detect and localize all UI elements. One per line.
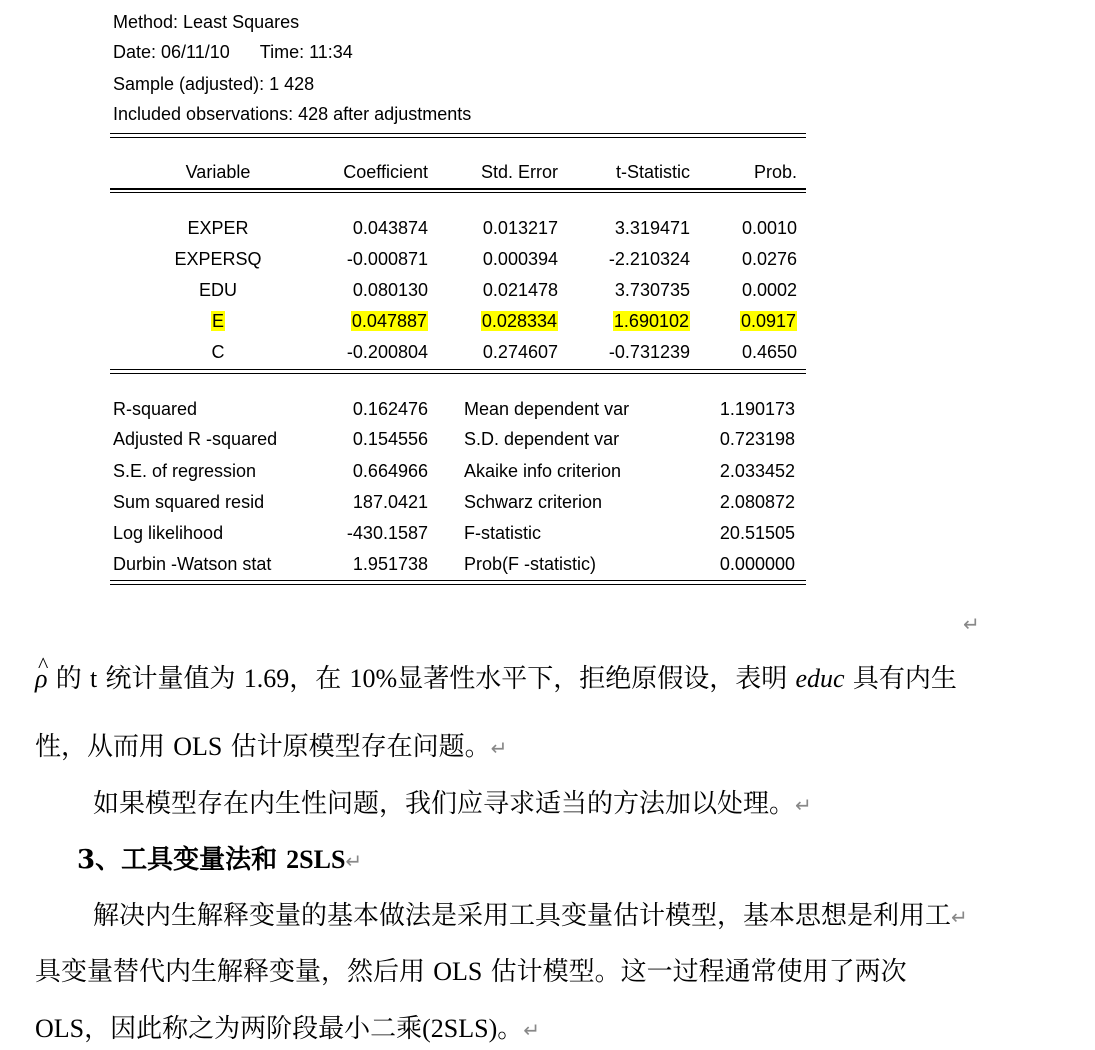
text-run: (2SLS) (422, 1014, 498, 1043)
stat-value: 1.190173 (719, 399, 795, 419)
text-run: ，因此称之为两阶段最小二乘 (84, 1014, 423, 1044)
stat-label: R-squared (113, 399, 198, 419)
stat-value: 0.000000 (719, 554, 795, 574)
stat-label: Sum squared resid (113, 492, 265, 512)
stat-label: Prob(F -statistic) (464, 554, 597, 574)
paragraph-mark: ↵ (963, 612, 980, 636)
text-run: t (90, 664, 98, 693)
paragraph-mark: ↵ (490, 736, 508, 760)
stats-row (110, 520, 806, 546)
stat-value: 2.033452 (719, 461, 795, 481)
column-header-t-statistic: t-Statistic (615, 162, 690, 182)
stats-row (110, 426, 806, 452)
method-line: Method: Least Squares (113, 12, 300, 32)
stat-value: 2.080872 (719, 492, 795, 512)
table-header-rule (110, 188, 806, 193)
text-run: 10% (349, 664, 398, 693)
text-run: educ (795, 664, 845, 693)
column-header-prob: Prob. (753, 162, 797, 182)
date-text: Date: 06/11/10 (113, 42, 230, 62)
stat-value: 0.162476 (352, 399, 428, 419)
variable-cell: C (211, 342, 225, 362)
table-row (110, 246, 806, 272)
text-run: ，在 (289, 664, 350, 694)
stat-value: 20.51505 (719, 523, 795, 543)
paragraph-mark: ↵ (345, 849, 363, 873)
paragraph-2 (35, 726, 507, 763)
text-run: 。 (497, 1014, 524, 1044)
table-row (110, 215, 806, 241)
text-run: 估计原模型存在问题。 (222, 732, 491, 762)
t-statistic-cell (570, 308, 690, 334)
variable-cell: EXPERSQ (174, 249, 262, 269)
highlight-mark: 0.0917 (740, 311, 796, 331)
stat-label: S.E. of regression (113, 461, 257, 481)
stat-value: -430.1587 (346, 523, 428, 543)
sample-line: Sample (adjusted): 1 428 (113, 74, 315, 94)
coefficient-cell: -0.000871 (346, 249, 428, 269)
paragraph-6 (35, 1008, 540, 1045)
text-run: 统计量值为 (97, 664, 244, 694)
prob-cell (710, 308, 797, 334)
text-run: OLS (173, 732, 223, 761)
paragraph-5 (35, 951, 907, 988)
std-error-cell: 0.000394 (482, 249, 558, 269)
std-error-cell: 0.021478 (482, 280, 558, 300)
stat-label: Akaike info criterion (464, 461, 622, 481)
text-run: OLS (433, 957, 483, 986)
table-header-row (110, 159, 806, 185)
std-error-cell: 0.013217 (482, 218, 558, 238)
text-run: 具有内生 (844, 664, 957, 694)
column-header-std-error: Std. Error (480, 162, 558, 182)
date-line (113, 42, 353, 63)
stat-value: 0.664966 (352, 461, 428, 481)
text-run: 3、工具变量法和 (77, 845, 287, 875)
table-row (110, 277, 806, 303)
stat-value: 0.154556 (352, 429, 428, 449)
table-top-rule (110, 133, 806, 138)
stats-row (110, 458, 806, 484)
stat-value: 0.723198 (719, 429, 795, 449)
variable-cell (140, 308, 296, 334)
text-run: 具变量替代内生解释变量，然后用 (35, 957, 434, 987)
coefficient-cell: -0.200804 (346, 342, 428, 362)
stats-row (110, 489, 806, 515)
text-run: 性，从而用 (35, 732, 174, 762)
stat-value: 187.0421 (352, 492, 428, 512)
std-error-cell (440, 308, 558, 334)
variable-cell: EDU (198, 280, 237, 300)
prob-cell: 0.0010 (741, 218, 797, 238)
stat-label: Durbin -Watson stat (113, 554, 272, 574)
t-statistic-cell: -0.731239 (608, 342, 690, 362)
highlight-mark: 0.028334 (481, 311, 557, 331)
coefficient-cell (310, 308, 428, 334)
text-run: 解决内生解释变量的基本做法是采用工具变量估计模型，基本思想是利用工 (93, 901, 952, 931)
paragraph-mark: ↵ (795, 793, 812, 817)
paragraph-mark: ↵ (951, 905, 968, 929)
stats-row (110, 396, 806, 422)
paragraph-3 (93, 783, 812, 820)
text-run: 的 (47, 664, 91, 694)
stat-label: S.D. dependent var (464, 429, 620, 449)
text-run: 2SLS (286, 845, 346, 874)
paragraph-1 (35, 658, 957, 695)
column-header-variable: Variable (185, 162, 251, 182)
stat-label: F-statistic (464, 523, 542, 543)
stats-row (110, 551, 806, 577)
paragraph-4 (93, 895, 968, 932)
section-heading (77, 839, 362, 876)
stat-label: Adjusted R -squared (113, 429, 278, 449)
paragraph-mark: ↵ (523, 1018, 541, 1042)
column-header-coefficient: Coefficient (343, 162, 428, 182)
prob-cell: 0.0002 (741, 280, 797, 300)
prob-cell: 0.0276 (741, 249, 797, 269)
table-mid-rule (110, 369, 806, 374)
text-run: 1.69 (243, 664, 290, 693)
text-run: 估计模型。这一过程通常使用了两次 (482, 957, 907, 987)
table-bottom-rule (110, 580, 806, 585)
stat-label: Log likelihood (113, 523, 224, 543)
observations-line: Included observations: 428 after adjustments (113, 104, 472, 124)
text-run: OLS (35, 1014, 85, 1043)
text-run: 如果模型存在内生性问题，我们应寻求适当的方法加以处理。 (93, 789, 796, 819)
rho-hat-symbol: ^ ρ (35, 664, 47, 693)
stat-value: 1.951738 (352, 554, 428, 574)
time-text: Time: 11:34 (259, 42, 353, 62)
t-statistic-cell: 3.730735 (614, 280, 690, 300)
highlight-mark: 1.690102 (613, 311, 689, 331)
t-statistic-cell: 3.319471 (614, 218, 690, 238)
text-run: 显著性水平下，拒绝原假设，表明 (397, 664, 796, 694)
stat-label: Mean dependent var (464, 399, 630, 419)
stat-label: Schwarz criterion (464, 492, 603, 512)
highlight-mark: E (211, 311, 224, 331)
std-error-cell: 0.274607 (482, 342, 558, 362)
variable-cell: EXPER (187, 218, 249, 238)
table-row (110, 339, 806, 365)
coefficient-cell: 0.080130 (352, 280, 428, 300)
highlight-mark: 0.047887 (351, 311, 427, 331)
prob-cell: 0.4650 (741, 342, 797, 362)
table-row-highlighted (110, 308, 806, 334)
t-statistic-cell: -2.210324 (608, 249, 690, 269)
coefficient-cell: 0.043874 (352, 218, 428, 238)
